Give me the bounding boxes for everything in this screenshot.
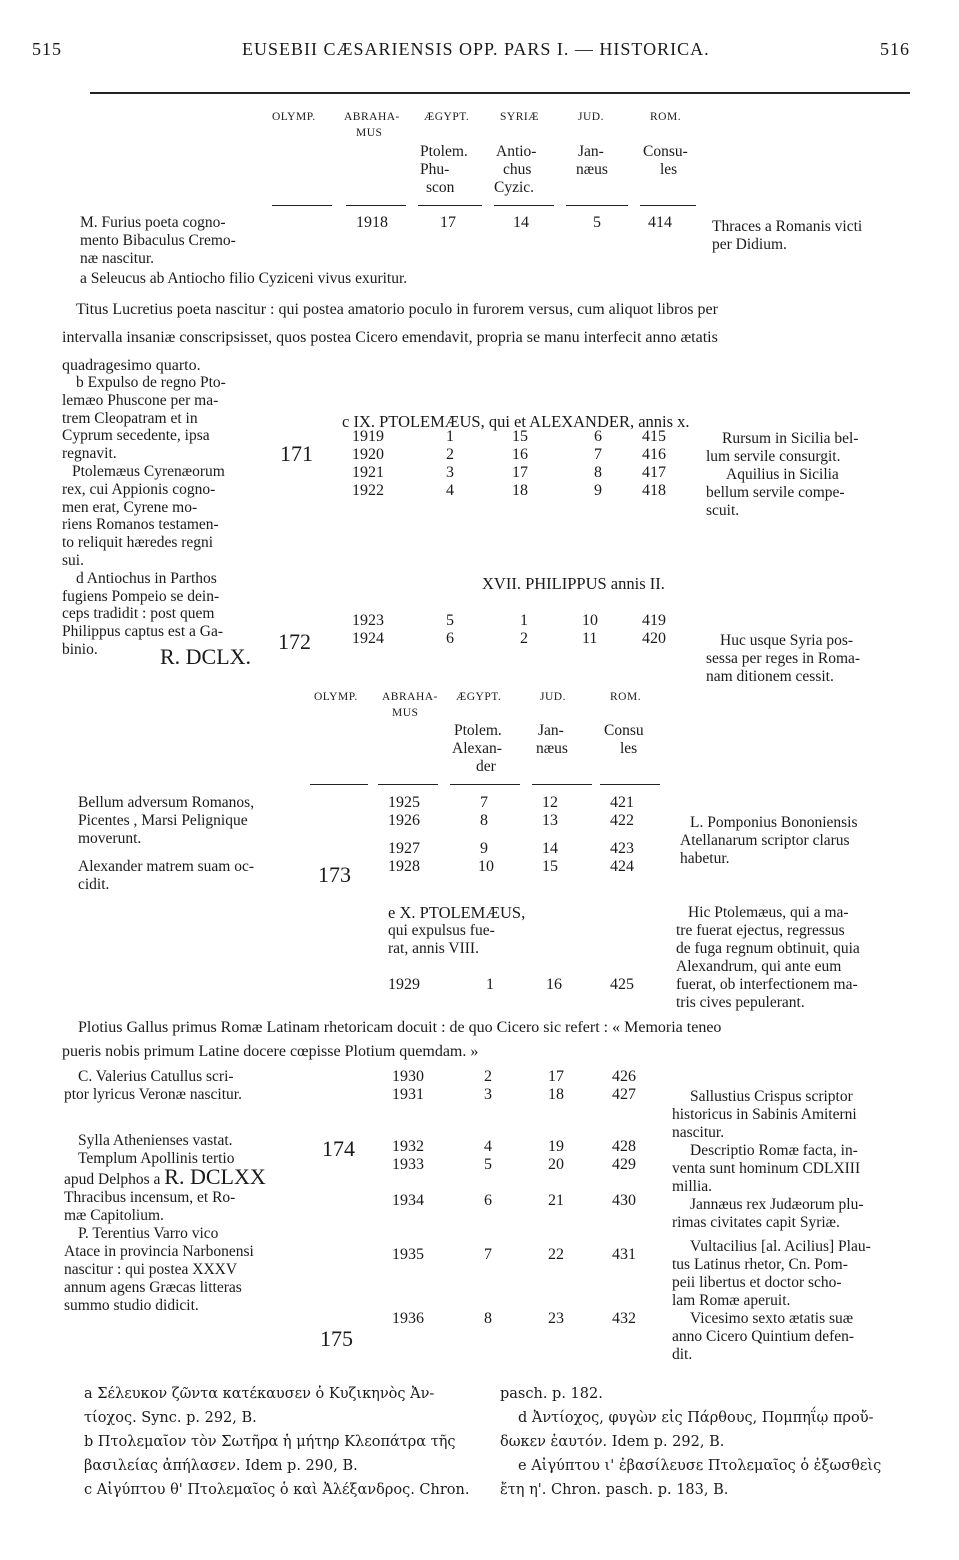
footnotes-left: a Σέλευκον ζῶντα κατέκαυσεν ὁ Κυζικηνὸς Ἀν- τίοχος. Sync. p. 292, B. b Πτολεμαῖον τὸν Σωτῆρα ἡ μήτηρ Κλεοπάτρα τῆς βασιλείας ἀπήλασεν. Idem p. 290, B. c Αἰγύπτου θ' Πτολεμαῖος ὁ καὶ Ἀλέξανδρος. Chron. bbox=[84, 1386, 470, 1498]
rule bbox=[566, 205, 628, 206]
rule bbox=[494, 205, 554, 206]
col-jud: JUD. bbox=[540, 691, 566, 703]
regnal-year-rdclx: R. DCLX. bbox=[160, 644, 252, 669]
header-rule bbox=[90, 92, 910, 94]
col-jud: JUD. bbox=[578, 111, 604, 123]
rule bbox=[532, 784, 592, 785]
sub-rom: les bbox=[660, 161, 678, 178]
col-abraham-2: MUS bbox=[356, 127, 383, 139]
table-row: 1924 6 2 11 420 bbox=[352, 630, 666, 647]
table-row: 1933 5 20 429 bbox=[392, 1156, 636, 1173]
right-notes-171: Rursum in Sicilia bel- lum servile consurgit. Aquilius in Sicilia bellum servile compe- scuit. bbox=[706, 430, 859, 519]
table-row: 1927 9 14 423 bbox=[388, 840, 634, 857]
sub-rom: Consu bbox=[604, 722, 644, 739]
table-row: 1925 7 12 421 bbox=[388, 794, 634, 811]
col-syriae: SYRIÆ bbox=[500, 111, 539, 123]
philippus-heading: XVII. PHILIPPUS annis II. bbox=[482, 574, 665, 593]
right-notes-172: Huc usque Syria pos- sessa per reges in Roma- nam ditionem cessit. bbox=[706, 632, 861, 685]
col-rom: ROM. bbox=[610, 691, 642, 703]
olympiad-171: 171 bbox=[280, 441, 313, 466]
col-aegypt: ÆGYPT. bbox=[424, 111, 470, 123]
right-notes-1929: Hic Ptolemæus, qui a ma- tre fuerat ejectus, regressus de fuga regnum obtinuit, quia Alexandrum, qui ante eum fuerat, ob interfectionem ma- tris cives pepulerant. bbox=[676, 904, 860, 1011]
sub-aeg: Alexan- bbox=[452, 740, 502, 757]
plotius-paragraph: Plotius Gallus primus Romæ Latinam rhetoricam docuit : de quo Cicero sic refert : « Memoria teneo pueris nobis primum Latine docere cœpisse Plotium quemdam. » bbox=[62, 1019, 722, 1060]
col-olymp: OLYMP. bbox=[272, 111, 316, 123]
table-row: 1930 2 17 426 bbox=[392, 1068, 636, 1085]
note-a: a Seleucus ab Antiocho filio Cyziceni vivus exuritur. bbox=[80, 270, 408, 287]
abraham-year: 1918 bbox=[356, 214, 388, 231]
col-abraham-2: MUS bbox=[392, 707, 419, 719]
sub-aeg: Ptolem. bbox=[420, 143, 468, 160]
rule bbox=[450, 784, 520, 785]
table-row: 1929 1 16 425 bbox=[388, 976, 634, 993]
table-row: 1936 8 23 432 bbox=[392, 1310, 636, 1327]
jud-year: 5 bbox=[593, 214, 601, 231]
ptolemaeus-x-heading: e X. PTOLEMÆUS, qui expulsus fue- rat, annis VIII. bbox=[388, 903, 526, 957]
sub-rom: les bbox=[620, 740, 638, 757]
col-olymp: OLYMP. bbox=[314, 691, 358, 703]
ptolemaeus-ix-heading: c IX. PTOLEMÆUS, qui et ALEXANDER, annis x. bbox=[342, 412, 690, 431]
aegypt-year: 17 bbox=[440, 214, 456, 231]
col-abraham: ABRAHA- bbox=[344, 111, 400, 123]
sub-aeg: scon bbox=[426, 179, 455, 196]
row1918-left: M. Furius poeta cogno- mento Bibaculus Cremo- næ nascitur. bbox=[80, 214, 236, 267]
olympiad-175: 175 bbox=[320, 1326, 353, 1351]
left-notes-b-d: b Expulso de regno Pto- lemæo Phuscone per ma- trem Cleopatram et in Cyprum secedente, ipsa regnavit. Ptolemæus Cyrenæorum rex, cui Appionis cogno- men erat, Cyrene mo- riens Romanos testamen- to reliquit hæredes regni sui. d Antiochus in Parthos fugiens Pompeio se dein- ceps tradidit : post quem Philippus captus est a Ga- binio. bbox=[62, 374, 226, 658]
col-abraham: ABRAHA- bbox=[382, 691, 438, 703]
rows-olymp-174-175 bbox=[392, 1068, 652, 1328]
sub-rom: Consu- bbox=[643, 143, 688, 160]
rule bbox=[310, 784, 368, 785]
rule bbox=[600, 784, 660, 785]
table-row: 1923 5 1 10 419 bbox=[352, 612, 666, 629]
running-title: EUSEBII CÆSARIENSIS OPP. PARS I. — HISTORICA. bbox=[242, 39, 710, 59]
rule bbox=[272, 205, 332, 206]
table-row: 1920 2 16 7 416 bbox=[352, 446, 666, 463]
sub-syr: Cyzic. bbox=[494, 179, 535, 196]
sub-jud: Jan- bbox=[578, 143, 604, 160]
sub-aeg: Phu- bbox=[420, 161, 450, 178]
rows-olymp-173 bbox=[388, 794, 648, 876]
table-row: 1921 3 17 8 417 bbox=[352, 464, 666, 481]
page-number-left: 515 bbox=[32, 39, 62, 59]
sub-jud: Jan- bbox=[538, 722, 564, 739]
rule bbox=[418, 205, 482, 206]
right-notes-174-175: Sallustius Crispus scriptor historicus in Sabinis Amiterni nascitur. Descriptio Romæ facta, in- venta sunt hominum CDLXIII millia. Jannæus rex Judæorum plu- rimas civitates capit Syriæ. Vultacilius [al. Acilius] Plau- tus Latinus rhetor, Cn. Pom- peii libertus et doctor scho- lam Romæ aperuit. Vicesimo sexto ætatis suæ anno Cicero Quintium defen- dit. bbox=[672, 1088, 871, 1363]
lucretius-paragraph: Titus Lucretius poeta nascitur : qui postea amatorio poculo in furorem versus, cum aliquot libros per intervalla insaniæ conscripsisset, quos postea Cicero emendavit, propria se manu interfecit anno ætatis quadragesimo quarto. bbox=[62, 301, 718, 374]
left-notes-174: C. Valerius Catullus scri- ptor lyricus Veronæ nascitur. Sylla Athenienses vastat. Templum Apollinis tertio apud Delphos a R. DCLXX Thracibus incensum, et Ro- mæ Capitolium. P. Terentius Varro vico Atace in provincia Narbonensi nascitur : qui postea XXXV annum agens Græcas litteras summo studio didicit. bbox=[64, 1068, 266, 1314]
olympiad-172: 172 bbox=[278, 629, 311, 654]
sub-syr: chus bbox=[503, 161, 532, 178]
left-notes-173: Bellum adversum Romanos, Picentes , Marsi Pelignique moverunt. Alexander matrem suam oc- cidit. bbox=[78, 794, 255, 893]
rule bbox=[378, 784, 438, 785]
col-rom: ROM. bbox=[650, 111, 682, 123]
table-row: 1935 7 22 431 bbox=[392, 1246, 636, 1263]
rows-olymp-171 bbox=[352, 428, 692, 500]
sub-aeg: Ptolem. bbox=[454, 722, 502, 739]
table-row: 1931 3 18 427 bbox=[392, 1086, 636, 1103]
syria-year: 14 bbox=[513, 214, 529, 231]
col-aegypt: ÆGYPT. bbox=[456, 691, 502, 703]
right-notes-173: L. Pomponius Bononiensis Atellanarum scriptor clarus habetur. bbox=[680, 814, 858, 867]
table-row: 1926 8 13 422 bbox=[388, 812, 634, 829]
regnal-year-rdclxx: R. DCLXX bbox=[164, 1164, 266, 1189]
sub-jud: næus bbox=[536, 740, 568, 757]
sub-aeg: der bbox=[476, 758, 496, 775]
page-number-right: 516 bbox=[880, 39, 910, 59]
row1918-right: Thraces a Romanis victi per Didium. bbox=[712, 218, 863, 253]
table-row: 1932 4 19 428 bbox=[392, 1138, 636, 1155]
table-row: 1928 10 15 424 bbox=[388, 858, 634, 875]
sub-jud: næus bbox=[576, 161, 608, 178]
sub-syr: Antio- bbox=[496, 143, 537, 160]
table-row: 1934 6 21 430 bbox=[392, 1192, 636, 1209]
rule bbox=[640, 205, 696, 206]
table-row: 1919 1 15 6 415 bbox=[352, 428, 666, 445]
olympiad-174: 174 bbox=[322, 1136, 355, 1161]
rows-olymp-172 bbox=[352, 612, 692, 648]
rom-year: 414 bbox=[648, 214, 672, 231]
footnotes-right: pasch. p. 182. d Ἀντίοχος, φυγὼν εἰς Πάρθους, Πομπηΐῳ προὔ- δωκεν ἑαυτόν. Idem p. 292, B. e Αἰγύπτου ι' ἐβασίλευσε Πτολεμαῖος ὁ ἐξωσθεὶς ἔτη η'. Chron. pasch. p. 183, B. bbox=[500, 1386, 882, 1498]
rule bbox=[346, 205, 406, 206]
olympiad-173: 173 bbox=[318, 862, 351, 887]
table-row: 1922 4 18 9 418 bbox=[352, 482, 666, 499]
